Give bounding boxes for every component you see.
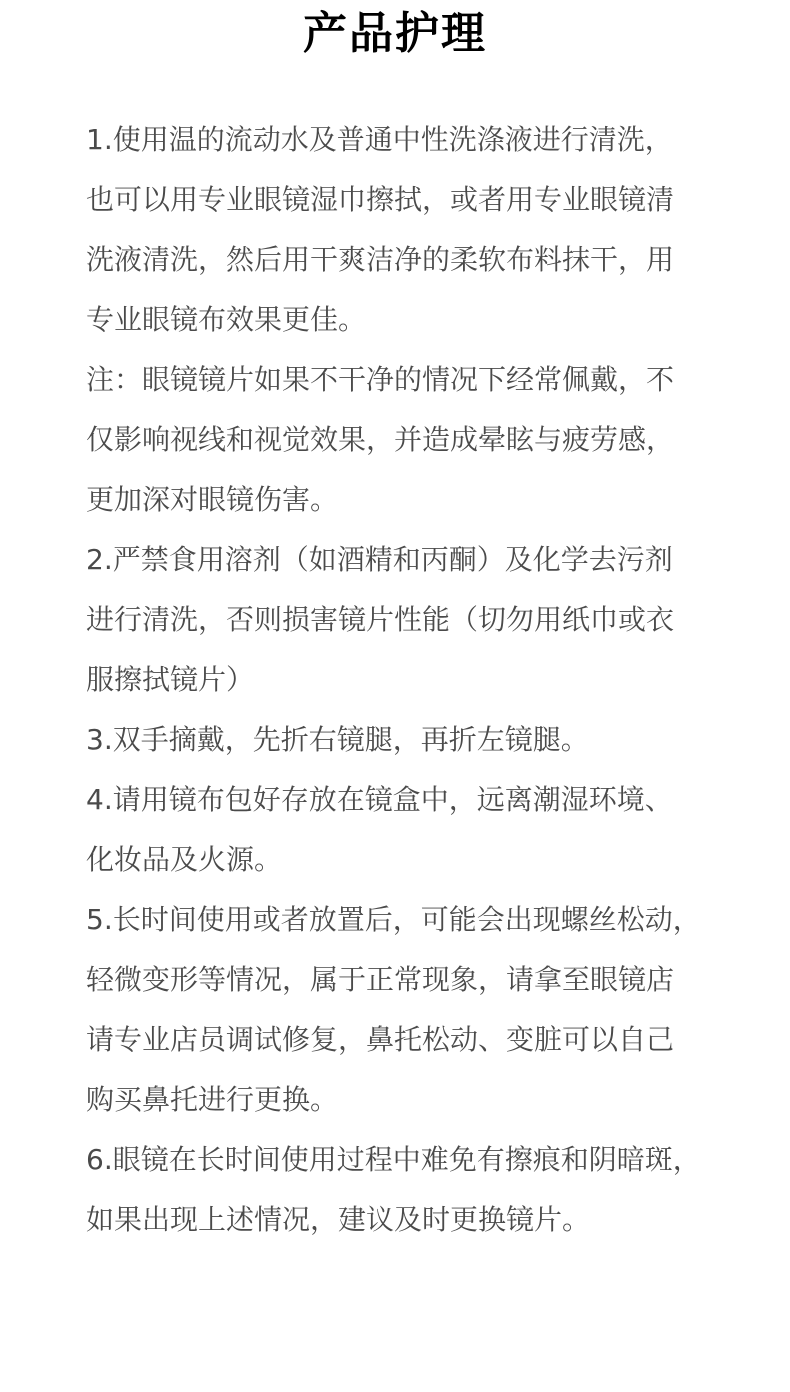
page-title: 产品护理 — [303, 8, 487, 59]
instruction-line: 2.严禁食用溶剂（如酒精和丙酮）及化学去污剂 — [86, 543, 673, 576]
instruction-line: 4.请用镜布包好存放在镜盒中，远离潮湿环境、 — [86, 783, 673, 816]
note-line: 仅影响视线和视觉效果，并造成晕眩与疲劳感， — [86, 423, 675, 456]
instruction-line: 1.使用温的流动水及普通中性洗涤液进行清洗， — [86, 123, 673, 156]
instruction-line: 3.双手摘戴，先折右镜腿，再折左镜腿。 — [86, 723, 589, 756]
note-line: 注：眼镜镜片如果不干净的情况下经常佩戴，不 — [86, 363, 675, 396]
instruction-line: 请专业店员调试修复，鼻托松动、变脏可以自己 — [86, 1023, 675, 1056]
instruction-line: 化妆品及火源。 — [86, 843, 283, 876]
instruction-line: 服擦拭镜片） — [86, 663, 255, 696]
instruction-line: 也可以用专业眼镜湿巾擦拭，或者用专业眼镜清 — [86, 183, 675, 216]
instruction-line: 如果出现上述情况，建议及时更换镜片。 — [86, 1203, 591, 1236]
instruction-line: 进行清洗，否则损害镜片性能（切勿用纸巾或衣 — [86, 603, 675, 636]
instruction-line: 专业眼镜布效果更佳。 — [86, 303, 367, 336]
instruction-line: 6.眼镜在长时间使用过程中难免有擦痕和阴暗斑， — [86, 1143, 701, 1176]
instruction-line: 购买鼻托进行更换。 — [86, 1083, 339, 1116]
instruction-line: 轻微变形等情况，属于正常现象，请拿至眼镜店 — [86, 963, 675, 996]
note-line: 更加深对眼镜伤害。 — [86, 483, 339, 516]
care-instructions — [86, 110, 736, 1250]
instruction-line: 洗液清洗，然后用干爽洁净的柔软布料抹干，用 — [86, 243, 675, 276]
instruction-line: 5.长时间使用或者放置后，可能会出现螺丝松动， — [86, 903, 701, 936]
